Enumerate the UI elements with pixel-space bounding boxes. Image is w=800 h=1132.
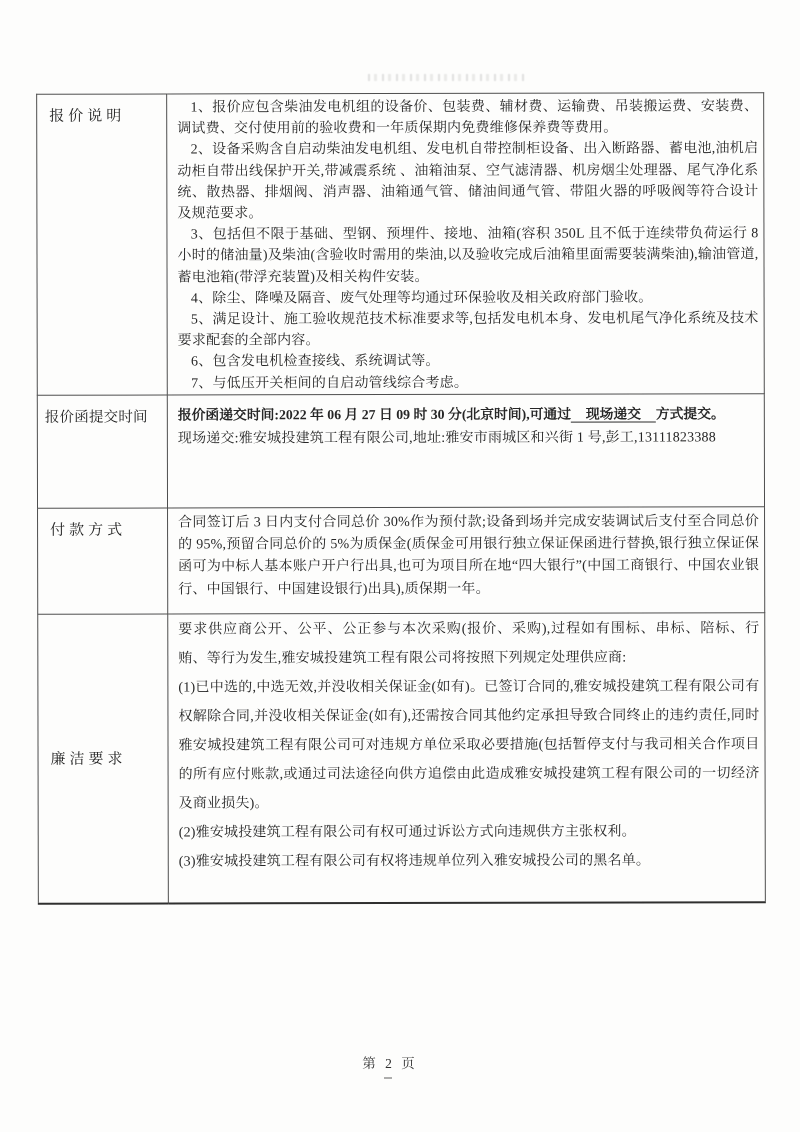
quotation-note-item: 4、除尘、降噪及隔音、废气处理等均通过环保验收及相关政府部门验收。 [190,290,653,307]
integrity-clause: (3)雅安城投建筑工程有限公司有权将违规单位列入雅安城投公司的黑名单。 [178,853,651,870]
table-row-quotation-notes [37,93,765,395]
quotation-note-item: 2、设备采购含自启动柴油发电机组、发电机自带控制柜设备、出入断路器、蓄电池,油机启动柜自带出线保护开关,带减震系统 、油箱油泵、空气滤清器、机房烟尘处理器、尾气净化系统、散热器、排烟阀、消声器、油箱通气管、储油间通气管、带阻火器的呼吸阀等符合设计及规范要求。 [177,141,759,222]
row-label-submission-time: 报价函提交时间 [37,395,167,508]
integrity-clause: (1)已中选的,中选无效,并没收相关保证金(如有)。已签订合同的,雅安城投建筑工程有限公司有权解除合同,并没收相关保证金(如有),还需按合同其他约定承担导致合同终止的违约责任,同时雅安城投建筑工程有限公司可对违规方单位采取必要措施(包括暂停支付与我司相关合作项目的所有应付账款,或通过司法途径向供方追偿由此造成雅安城投建筑工程有限公司的一切经济及商业损失)。 [178,679,760,812]
table-row-integrity-requirements [38,613,766,904]
table-row-payment-method [38,507,765,615]
submission-deadline-suffix: 方式提交。 [655,406,725,422]
table-row-submission-time [37,394,764,509]
integrity-clause: 要求供应商公开、公平、公正参与本次采购(报价、采购),过程如有围标、串标、陪标、行贿、等行为发生,雅安城投建筑工程有限公司将按照下列规定处理供应商: [178,621,760,667]
submission-deadline-line [178,402,759,427]
integrity-requirements-content [168,613,766,904]
page-number: 第 2 页 [362,1056,418,1071]
integrity-clause: (2)雅安城投建筑工程有限公司有权可通过诉讼方式向违规供方主张权利。 [178,824,636,841]
submission-deadline-text: 报价函递交时间:2022 年 06 月 27 日 09 时 30 分(北京时间),可通过 [177,406,572,423]
quotation-note-item: 1、报价应包含柴油发电机组的设备价、包装费、辅材费、运输费、吊装搬运费、安装费、调试费、交付使用前的验收费和一年质保期内免费维修保养费等费用。 [177,99,759,137]
submission-method-underlined: 现场递交 [572,406,655,422]
payment-terms-text: 合同签订后 3 日内支付合同总价 30%作为预付款;设备到场并完成安装调试后支付至合同总价的 95%,预留合同总价的 5%为质保金(质保金可用银行独立保证保函进行替换,银行独立保证保函可为中标人基本账户开户行出具,也可为项目所在地“四大银行”(中国工商银行、中国农业银行、中国银行、中国建设银行)出具),质保期一年。 [178,514,760,598]
quotation-notes-content [167,93,765,395]
quotation-note-item: 3、包括但不限于基础、型钢、预埋件、接地、油箱(容积 350L 且不低于连续带负荷运行 8 小时的储油量)及柴油(含验收时需用的柴油,以及验收完成后油箱里面需要装满柴油),输油管道,蓄电池箱(带浮充装置)及相关构件安装。 [177,226,759,286]
quotation-note-item: 6、包含发电机检查接线、系统调试等。 [190,354,440,370]
scan-artifact-smudge [368,74,528,81]
quotation-note-item: 7、与低压开关柜间的自启动管线综合考虑。 [191,375,469,392]
row-label-quotation-notes: 报价说明 [37,94,168,395]
submission-address-line: 现场递交:雅安城投建筑工程有限公司,地址:雅安市雨城区和兴街 1 号,彭工,13111823388 [177,430,716,447]
quotation-terms-table [36,92,766,904]
payment-method-content [168,507,765,614]
row-label-integrity-requirements: 廉洁要求 [38,614,169,904]
quotation-note-item: 5、满足设计、施工验收规范技术标准要求等,包括发电机本身、发电机尾气净化系统及技术要求配套的全部内容。 [177,311,759,349]
submission-time-content [167,394,764,508]
row-label-payment-method: 付款方式 [38,508,168,614]
scan-artifact-dash [384,1077,392,1079]
